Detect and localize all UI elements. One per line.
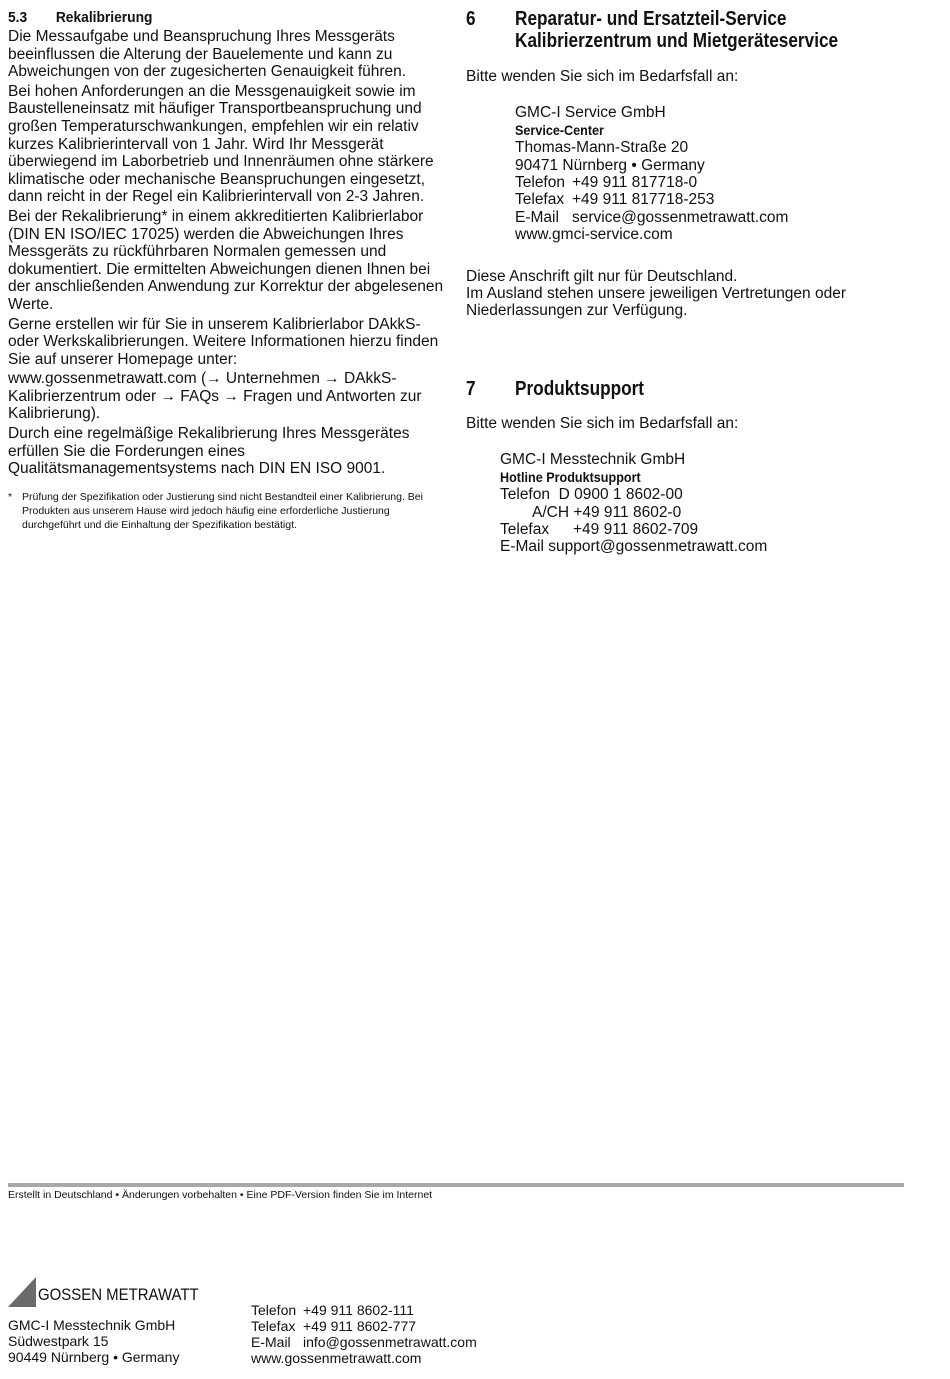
fax-line <box>500 521 926 538</box>
section-number: 5.3 <box>8 9 28 26</box>
paragraph: Gerne erstellen wir für Sie in unserem Kalibrierlabor DAkkS- oder Werkskalibrierungen. Weitere Informationen hierzu finden Sie auf unserer Homepage unter: <box>8 315 439 368</box>
support-address <box>466 451 926 555</box>
section-intro: Bitte wenden Sie sich im Bedarfsfall an: <box>466 68 739 85</box>
fax-line <box>251 1318 477 1334</box>
fax-number: +49 911 8602-777 <box>303 1318 417 1334</box>
section-number: 7 <box>466 377 476 400</box>
phone-number: +49 911 817718-0 <box>572 174 698 192</box>
email-address[interactable]: service@gossenmetrawatt.com <box>572 208 789 226</box>
paragraph: Die Messaufgabe und Beanspruchung Ihres Messgeräts beeinflussen die Alterung der Bauelemente und kann zu Abweichungen von der zugesicherten Genauigkeit führen. <box>8 28 407 81</box>
website[interactable]: www.gmci-service.com <box>515 226 673 244</box>
city: 90471 Nürnberg • Germany <box>515 156 705 174</box>
email-line[interactable]: E-Mail support@gossenmetrawatt.com <box>500 538 768 556</box>
paragraph: Durch eine regelmäßige Rekalibrierung Ihres Messgerätes erfüllen Sie die Forderungen eines Qualitätsmanagementsystems nach DIN EN ISO 9001. <box>8 425 410 478</box>
footnote-text: Prüfung der Spezifikation oder Justierung sind nicht Bestandteil einer Kalibrierung. Bei Produkten aus unserem Hause wird jedoch häufig eine erforderliche Justierung durchgeführt und die Einhaltung der Spezifikation bestätigt. <box>22 490 423 531</box>
phone-number: +49 911 8602-111 <box>303 1302 414 1318</box>
section-title: Produktsupport <box>515 377 645 400</box>
footnote-marker: * <box>8 490 13 503</box>
footer-note: Erstellt in Deutschland • Änderungen vorbehalten • Eine PDF-Version finden Sie im Internet <box>8 1189 433 1201</box>
section-title: Rekalibrierung <box>55 9 153 26</box>
paragraph-links: www.gossenmetrawatt.com (→ Unternehmen → DAkkS-Kalibrierzentrum oder → FAQs → Fragen und Antworten zur Kalibrierung). <box>8 370 422 423</box>
service-address <box>466 104 926 243</box>
paragraph: Bei hohen Anforderungen an die Messgenauigkeit sowie im Baustelleneinsatz mit häufiger Transportbeanspruchung und großen Temperaturschwankungen, empfehlen wir ein relativ kurzes Kalibrierintervall von 1 Jahr. Wird Ihr Messgerät überwiegend im Laborbetrieb und Innenräumen ohne stärkere klimatische oder mechanische Beanspruchungen eingesetzt, dann reicht in der Regel ein Kalibrierintervall von 2-3 Jahren. <box>8 82 434 206</box>
email-label: E-Mail <box>515 208 559 226</box>
phone-label: Telefon <box>251 1302 297 1318</box>
website[interactable]: www.gossenmetrawatt.com <box>251 1350 422 1366</box>
right-column <box>466 8 926 556</box>
fax-line <box>515 191 926 208</box>
fax-label: Telefax <box>500 520 550 538</box>
email-line <box>515 209 926 226</box>
fax-label: Telefax <box>251 1318 296 1334</box>
phone-label: Telefon <box>500 486 550 504</box>
email-label: E-Mail <box>251 1334 291 1350</box>
email-address[interactable]: info@gossenmetrawatt.com <box>303 1334 477 1350</box>
phone-number-d: D 0900 1 8602-00 <box>558 486 683 504</box>
phone-line <box>500 486 926 503</box>
phone-number-ach: A/CH +49 911 8602-0 <box>532 503 682 521</box>
email-line <box>251 1334 477 1350</box>
phone-line <box>251 1302 477 1318</box>
company-name: GMC-I Service GmbH <box>515 104 666 122</box>
section-heading-5-3 <box>8 8 413 28</box>
footer-divider <box>8 1183 904 1187</box>
department: Service-Center <box>515 121 604 138</box>
section-body <box>8 28 448 478</box>
phone-line <box>515 174 926 191</box>
note-line: Diese Anschrift gilt nur für Deutschland. <box>466 267 738 285</box>
section-title-line2: Kalibrierzentrum und Mietgeräteservice <box>515 30 839 52</box>
department: Hotline Produktsupport <box>500 468 641 485</box>
fax-label: Telefax <box>515 191 565 209</box>
fax-number: +49 911 8602-709 <box>573 520 699 538</box>
street: Thomas-Mann-Straße 20 <box>515 139 689 157</box>
paragraph: Bei der Rekalibrierung* in einem akkreditierten Kalibrierlabor (DIN EN ISO/IEC 17025) werden die Abweichungen Ihres Messgeräts zu rückführbaren Normalen gemessen und dokumentiert. Die ermittelten Abweichungen dienen Ihnen bei der anschließenden Anwendung zur Korrektur der abgelesenen Werte. <box>8 207 444 313</box>
logo-text: GOSSEN METRAWATT <box>38 1285 199 1304</box>
section-heading-7 <box>466 378 930 400</box>
street: Südwestpark 15 <box>8 1333 109 1349</box>
section-number: 6 <box>466 8 476 30</box>
address-note <box>466 268 926 320</box>
section-intro: Bitte wenden Sie sich im Bedarfsfall an: <box>466 414 739 432</box>
company-name: GMC-I Messtechnik GmbH <box>500 451 686 469</box>
note-line: Im Ausland stehen unsere jeweiligen Vertretungen oder Niederlassungen zur Verfügung. <box>466 285 846 320</box>
fax-number: +49 911 817718-253 <box>572 191 715 209</box>
footnote <box>8 490 448 532</box>
section-title-line1: Reparatur- und Ersatzteil-Service <box>515 8 787 30</box>
left-column <box>8 8 448 532</box>
footer-company-address <box>8 1317 179 1365</box>
section-heading-6 <box>466 8 930 52</box>
company-name: GMC-I Messtechnik GmbH <box>8 1317 176 1333</box>
phone-label: Telefon <box>515 174 565 192</box>
city: 90449 Nürnberg • Germany <box>8 1349 180 1365</box>
footer-contact <box>251 1302 477 1366</box>
